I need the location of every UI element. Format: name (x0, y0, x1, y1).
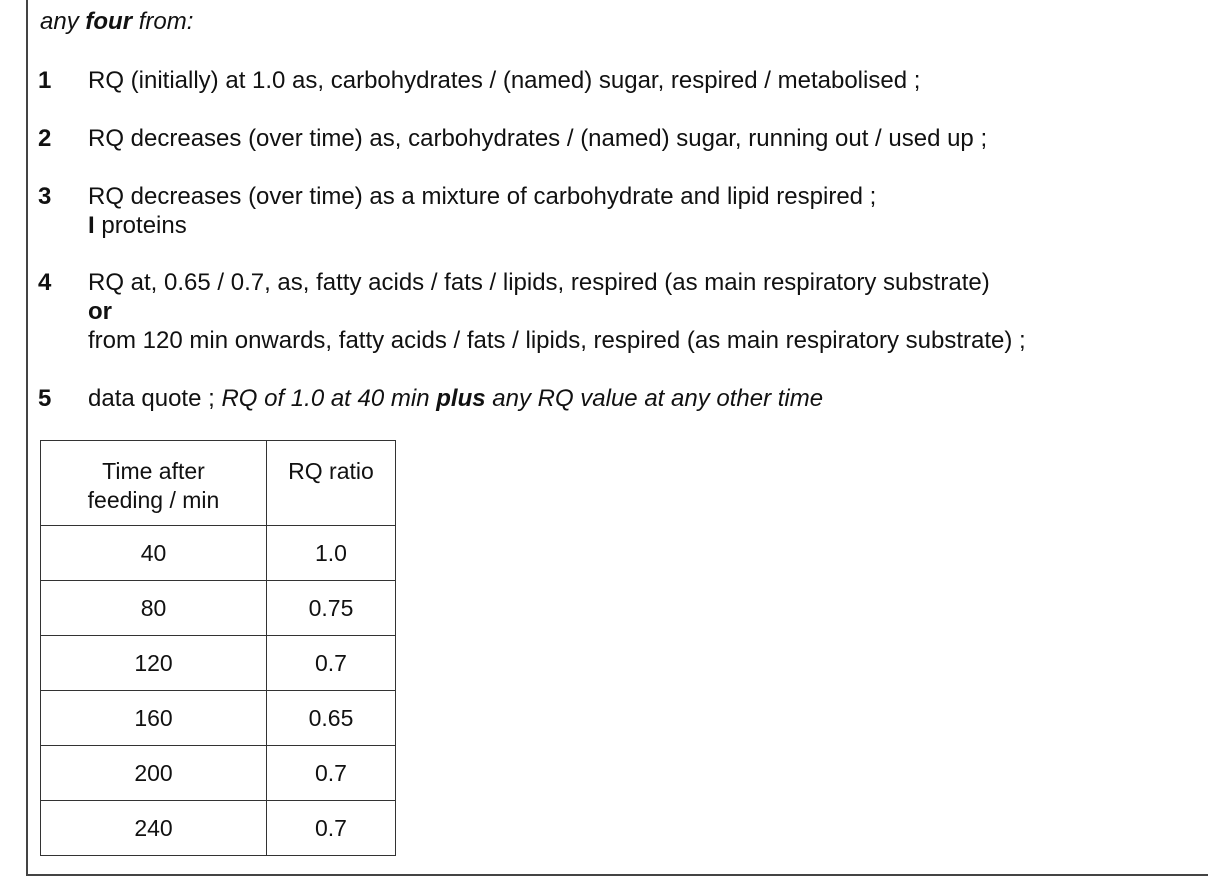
data-quote-plus: plus (436, 385, 486, 412)
rq-cell: 0.65 (267, 691, 396, 746)
header-time (41, 441, 267, 526)
time-cell: 160 (41, 691, 267, 746)
time-cell: 240 (41, 801, 267, 856)
ignore-marker: I (88, 212, 95, 239)
point-text (88, 66, 920, 95)
data-quote-label: data quote ; (88, 385, 222, 412)
point-line: RQ (initially) at 1.0 as, carbohydrates / (named) sugar, respired / metabolised ; (88, 67, 921, 94)
point-number: 2 (38, 125, 52, 152)
point-line: from 120 min onwards, fatty acids / fats / lipids, respired (as main respiratory substrate) ; (88, 327, 1026, 354)
point-text (88, 124, 987, 153)
intro-bold: four (85, 8, 133, 35)
ignore-text: proteins (94, 212, 187, 239)
point-number: 3 (38, 183, 52, 210)
rq-cell: 1.0 (267, 526, 396, 581)
table-row (41, 801, 396, 856)
time-cell: 200 (41, 746, 267, 801)
point-text (88, 182, 876, 240)
rq-cell: 0.7 (267, 636, 396, 691)
table-header-row (41, 441, 396, 526)
table-row (41, 636, 396, 691)
point-number: 1 (38, 67, 52, 94)
ignore-note (88, 211, 876, 240)
point-line: RQ decreases (over time) as, carbohydrates / (named) sugar, running out / used up ; (88, 125, 988, 152)
point-number: 5 (38, 385, 52, 412)
point-text (88, 384, 823, 413)
point-line (88, 384, 823, 413)
rq-cell: 0.75 (267, 581, 396, 636)
intro-pre: any (40, 8, 86, 35)
header-time-line1: Time after (102, 458, 205, 484)
time-cell: 120 (41, 636, 267, 691)
table-row (41, 526, 396, 581)
table-row (41, 581, 396, 636)
header-rq: RQ ratio (267, 441, 396, 526)
point-text (88, 268, 1026, 355)
time-cell: 40 (41, 526, 267, 581)
intro-text (40, 8, 193, 36)
time-cell: 80 (41, 581, 267, 636)
data-quote-italic-1: RQ of 1.0 at 40 min (221, 385, 437, 412)
rq-cell: 0.7 (267, 746, 396, 801)
or-connector: or (88, 298, 112, 325)
header-time-line2: feeding / min (87, 487, 220, 513)
rq-cell: 0.7 (267, 801, 396, 856)
intro-post: from: (132, 8, 194, 35)
point-line: RQ decreases (over time) as a mixture of carbohydrate and lipid respired ; (88, 183, 877, 210)
point-line: RQ at, 0.65 / 0.7, as, fatty acids / fats / lipids, respired (as main respiratory substrate) (88, 269, 990, 296)
table-row (41, 691, 396, 746)
table-row (41, 746, 396, 801)
rq-table (40, 440, 396, 856)
point-number: 4 (38, 269, 52, 296)
data-quote-italic-2: any RQ value at any other time (485, 385, 824, 412)
